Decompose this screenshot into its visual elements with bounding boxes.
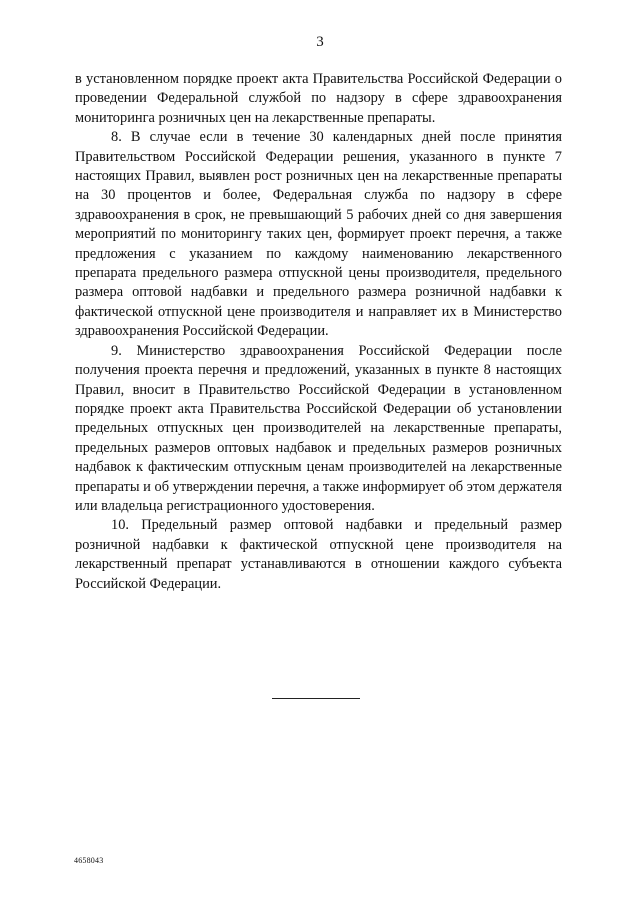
document-body [75,70,562,594]
page-number: 3 [316,34,324,50]
paragraph-8: 8. В случае если в течение 30 календарных дней после принятия Правительством Российской Федерации решения, указанного в пункте 7 настоящих Правил, выявлен рост розничных цен на лекарственные препараты на 30 процентов и более, Федеральная служба по надзору в сфере здравоохранения в срок, не превышающий 5 рабочих дней со дня завершения мероприятий по мониторингу таких цен, формирует проект перечня, а также предложения с указанием по каждому наименованию лекарственного препарата предельного размера отпускной цены производителя, предельного размера оптовой надбавки и предельного размера розничной надбавки к фактической отпускной цене производителя и направляет их в Министерство здравоохранения Российской Федерации. [75,129,562,340]
paragraph-10: 10. Предельный размер оптовой надбавки и предельный размер розничной надбавки к фактической отпускной цене производителя на лекарственный препарат устанавливаются в отношении каждого субъекта Российской Федерации. [75,517,562,592]
document-code: 4658043 [74,856,104,865]
paragraph-continuation: в установленном порядке проект акта Правительства Российской Федерации о проведении Федеральной службой по надзору в сфере здравоохранения мониторинга розничных цен на лекарственные препараты. [75,71,562,126]
paragraph-9: 9. Министерство здравоохранения Российской Федерации после получения проекта перечня и предложений, указанных в пункте 8 настоящих Правил, вносит в Правительство Российской Федерации в установленном порядке проект акта Правительства Российской Федерации об установлении предельных отпускных цен производителей на лекарственные препараты, предельных размеров оптовых надбавок и предельных размеров розничных надбавок к фактическим отпускным ценам производителей на лекарственные препараты и об утверждении перечня, а также информирует об этом держателя или владельца регистрационного удостоверения. [75,342,562,514]
end-of-text-divider [272,698,360,699]
